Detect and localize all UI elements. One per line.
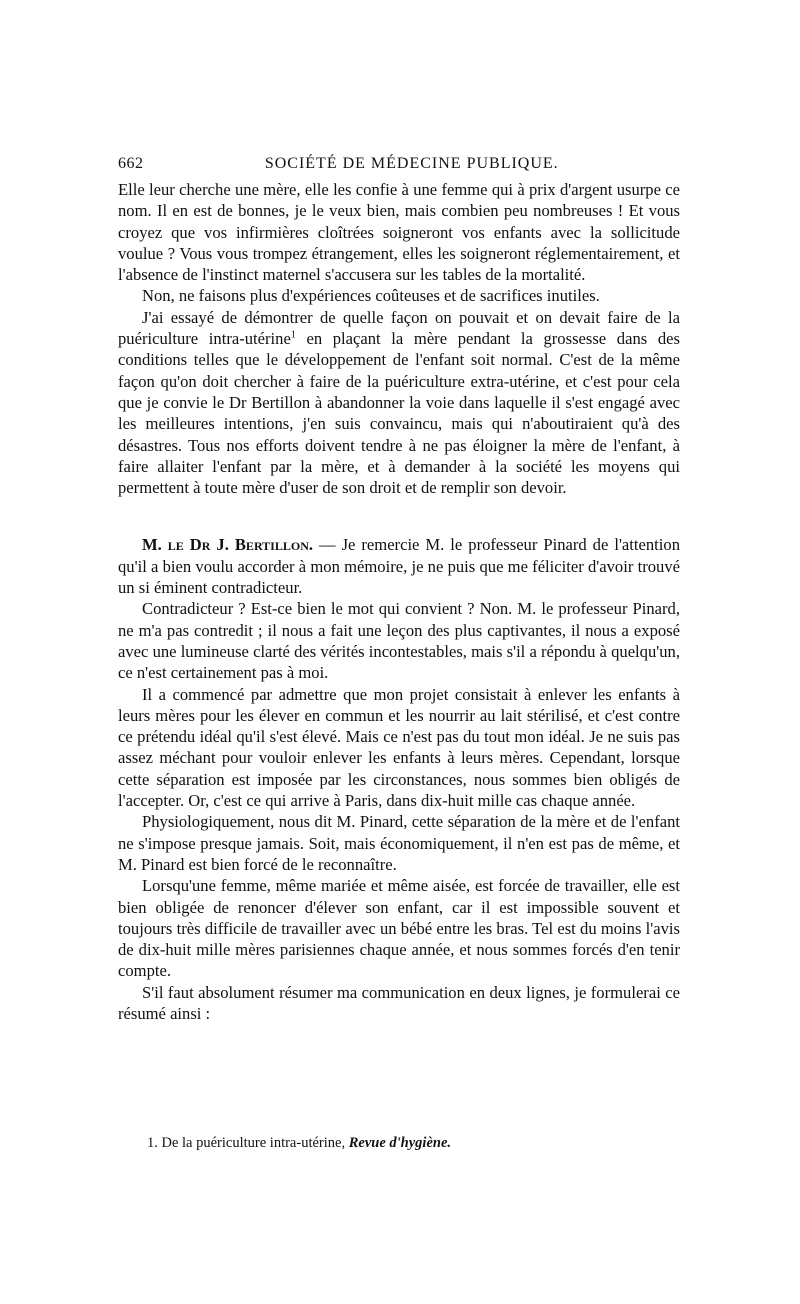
running-header: [118, 155, 680, 173]
paragraph-text: J'ai essayé de démontrer de quelle façon on pouvait et on devait faire de la puériculture intra-utérine: [118, 307, 680, 349]
footnote-marker: 1: [290, 329, 296, 341]
paragraph: Elle leur cherche une mère, elle les confie à une femme qui à prix d'argent usurpe ce nom. Il en est de bonnes, je le veux bien, mais combien peu nombreuses ! Et vous croyez que vos infirmières cloîtrées soigneront vos enfants avec la sollicitude voulue ? Vous vous trompez étrangement, elles les soigneront réglementairement, et l'absence de l'instinct maternel s'accusera sur les tables de la mortalité.: [118, 180, 680, 285]
footnote: [147, 1135, 667, 1152]
paragraph: [118, 307, 680, 499]
section-gap: [118, 498, 680, 534]
paragraph: Il a commencé par admettre que mon projet consistait à enlever les enfants à leurs mères pour les élever en commun et les nourrir au lait stérilisé, et c'est contre ce prétendu idéal qu'il s'est élevé. Mais ce n'est pas du tout mon idéal. Je ne suis pas assez méchant pour vouloir enlever les enfants à leurs mères. Cependant, lorsque cette séparation est imposée par les circonstances, nous sommes bien obligés de l'accepter. Or, c'est ce qui arrive à Paris, dans dix-huit mille cas chaque année.: [118, 684, 680, 811]
paragraph: [118, 534, 680, 598]
paragraph-text: — Je remercie M. le professeur Pinard de l'attention qu'il a bien voulu accorder à mon mémoire, je ne puis que me féliciter d'avoir trouvé un si éminent contradicteur.: [118, 535, 680, 598]
page-body: [118, 155, 680, 1024]
running-title: SOCIÉTÉ DE MÉDECINE PUBLIQUE.: [264, 155, 559, 172]
paragraph: Lorsqu'une femme, même mariée et même aisée, est forcée de travailler, elle est bien obligée de renoncer d'élever son enfant, car il est impossible souvent et toujours très difficile de travailler avec un bébé entre les bras. Tel est du moins l'avis de dix-huit mille mères parisiennes chaque année, et nous sommes forcés d'en tenir compte.: [118, 876, 680, 981]
footnote-journal: Revue d'hygiène.: [348, 1135, 452, 1151]
paragraph: Non, ne faisons plus d'expériences coûteuses et de sacrifices inutiles.: [142, 286, 600, 306]
page-number: 662: [118, 155, 144, 172]
paragraph: S'il faut absolument résumer ma communication en deux lignes, je formulerai ce résumé ainsi :: [118, 982, 680, 1023]
speaker-name: M. le Dr J. Bertillon.: [142, 535, 314, 555]
footnote-text: 1. De la puériculture intra-utérine,: [147, 1135, 349, 1151]
paragraph: Contradicteur ? Est-ce bien le mot qui convient ? Non. M. le professeur Pinard, ne m'a pas contredit ; il nous a fait une leçon des plus captivantes, il nous a exposé avec une lumineuse clarté des vérités incontestables, mais s'il a répondu à quelqu'un, ce n'est certainement pas à moi.: [118, 599, 680, 683]
paragraph-text: en plaçant la mère pendant la grossesse dans des conditions telles que le développement de l'enfant soit normal. C'est de la même façon qu'on doit chercher à faire de la puériculture extra-utérine, et c'est pour cela que je convie le Dr Bertillon à abandonner la voie dans laquelle il s'est engagé avec les meilleures intentions, j'en suis convaincu, mais qui n'aboutiraient qu'à des désastres. Tous nos efforts doivent tendre à ne pas éloigner la mère de l'enfant, à faire allaiter l'enfant par la mère, et à demander à la société les moyens qui permettent à toute mère d'user de son droit et de remplir son devoir.: [118, 329, 680, 498]
paragraph: Physiologiquement, nous dit M. Pinard, cette séparation de la mère et de l'enfant ne s'impose presque jamais. Soit, mais économiquement, il n'en est pas de même, et M. Pinard est bien forcé de le reconnaître.: [118, 812, 680, 874]
